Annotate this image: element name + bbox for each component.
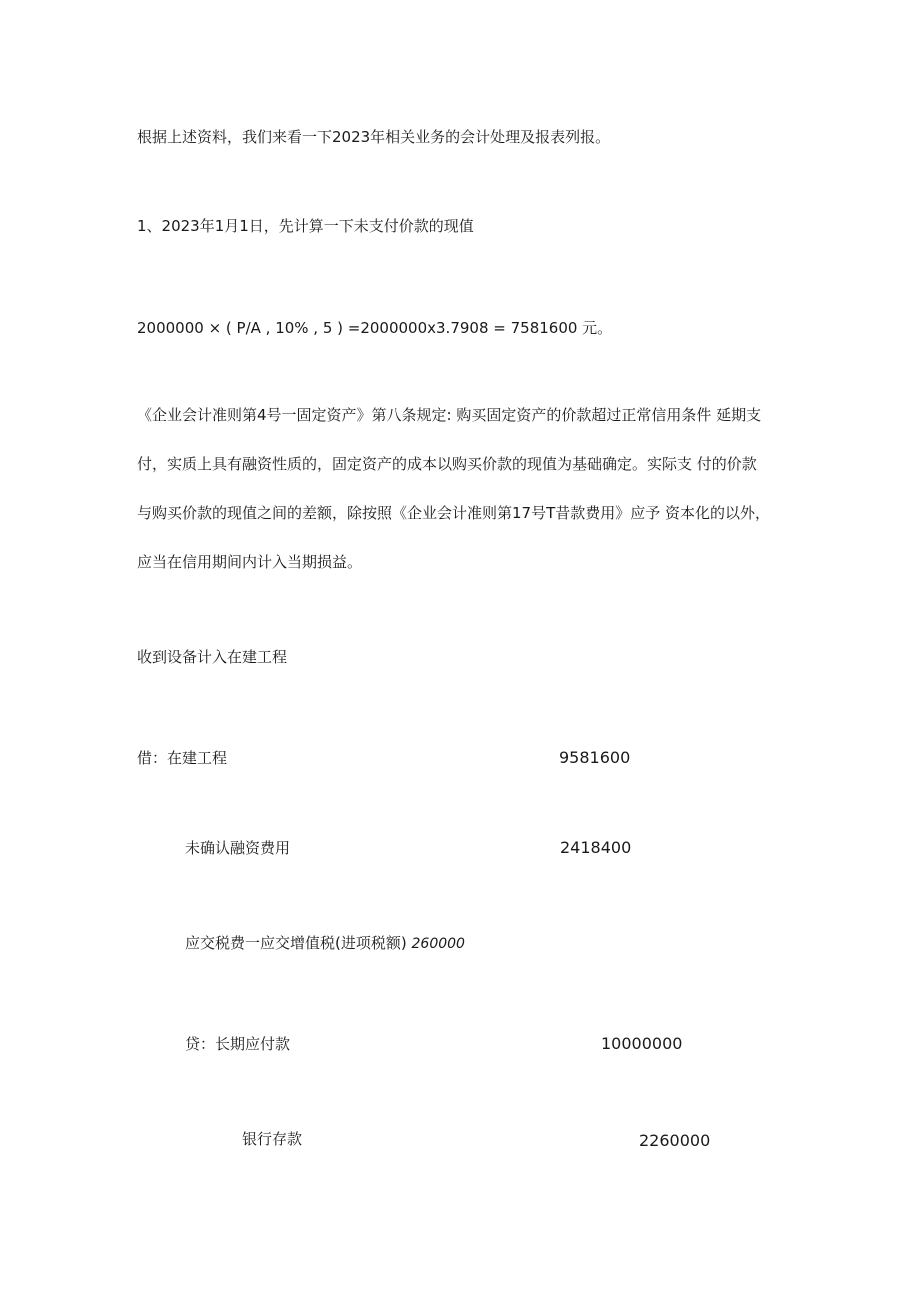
- regulation-line: 《企业会计准则第4号一固定资产》第八条规定: 购买固定资产的价款超过正常信用条件 延期支: [137, 406, 762, 424]
- formula-text: 2000000 × ( P/A , 10% , 5 ) =2000000x3.7908 = 7581600 元。: [137, 319, 613, 337]
- debit-line-3: [185, 933, 465, 954]
- debit-amount-1: 9581600: [559, 748, 631, 767]
- step1-heading: 1、2023年1月1日，先计算一下未支付价款的现值: [137, 217, 474, 235]
- regulation-paragraph: [137, 405, 807, 601]
- debit-amount-2: 2418400: [560, 838, 632, 857]
- receive-note: 收到设备计入在建工程: [137, 648, 288, 666]
- regulation-line: 与购买价款的现值之间的差额，除按照《企业会计准则第17号T昔款费用》应予 资本化的以外，: [137, 504, 771, 522]
- credit-label-1: 贷：长期应付款: [185, 1035, 291, 1053]
- debit-label-2: 未确认融资费用: [185, 839, 291, 857]
- intro-text: 根据上述资料，我们来看一下2023年相关业务的会计处理及报表列报。: [137, 128, 611, 146]
- regulation-line: 付，实质上具有融资性质的，固定资产的成本以购买价款的现值为基础确定。实际支 付的价款: [137, 455, 757, 473]
- regulation-line: 应当在信用期间内计入当期损益。: [137, 553, 363, 571]
- debit-amount-3: 260000: [411, 936, 465, 952]
- credit-label-2: 银行存款: [242, 1130, 303, 1148]
- debit-label-1: 借：在建工程: [137, 749, 228, 767]
- credit-amount-1: 10000000: [601, 1034, 683, 1053]
- credit-amount-2: 2260000: [639, 1131, 711, 1150]
- debit-label-3: 应交税费一应交增值税(进项税额): [185, 934, 407, 952]
